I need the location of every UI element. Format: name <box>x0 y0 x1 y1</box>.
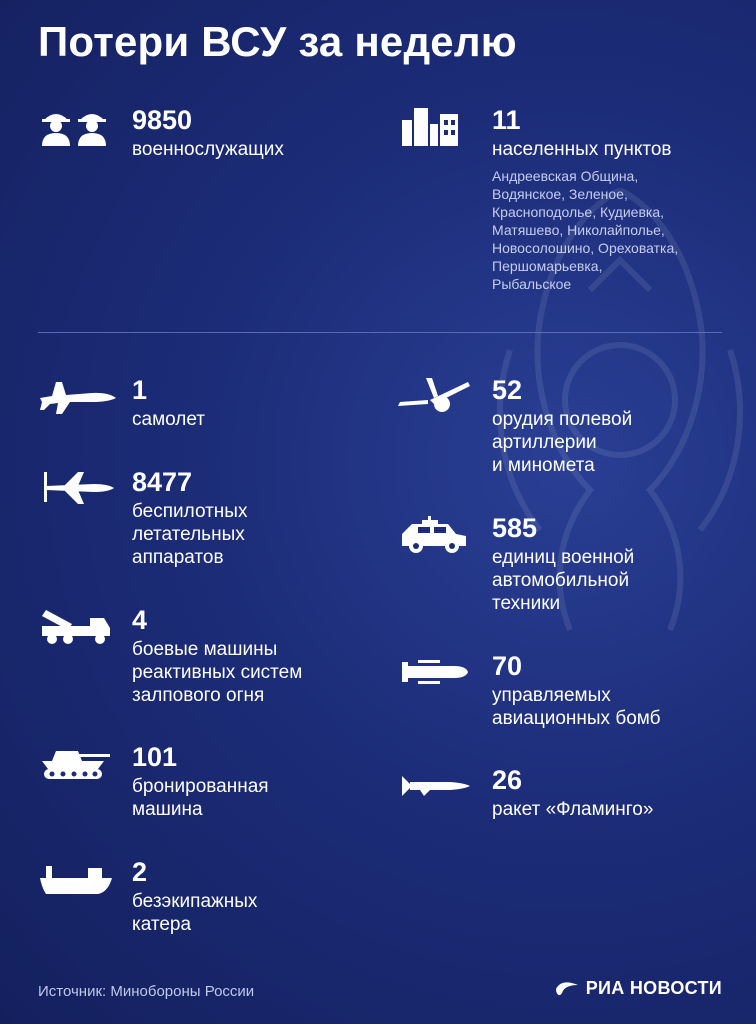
label-line: безэкипажных <box>132 891 258 912</box>
mlrs-icon <box>38 606 112 646</box>
stat-mlrs <box>38 604 302 707</box>
mlrs-label <box>132 638 302 707</box>
armored-label <box>132 775 269 821</box>
drones-count: 8477 <box>132 467 193 497</box>
label-line: орудия полевой <box>492 409 633 430</box>
drone-icon <box>38 468 116 508</box>
settlement-line: Красноподолье, Кудиевка, <box>492 204 664 220</box>
label-line: катера <box>132 914 192 935</box>
vehicles-count: 585 <box>492 513 538 543</box>
source-caption: Источник: Минобороны России <box>38 983 255 1000</box>
soldiers-label: военнослужащих <box>132 139 284 160</box>
settlement-line: Першомарьевка, <box>492 258 603 274</box>
fighter-jet-icon <box>38 376 116 416</box>
stat-settlements <box>398 104 678 293</box>
logo-text: РИА НОВОСТИ <box>585 978 722 998</box>
label-line: единиц военной <box>492 547 635 568</box>
label-line: артиллерии <box>492 432 597 453</box>
boats-count: 2 <box>132 857 148 887</box>
label-line: самолет <box>132 409 206 430</box>
boats-label <box>132 890 257 936</box>
artillery-count: 52 <box>492 375 523 405</box>
drones-label <box>132 500 247 569</box>
label-line: машина <box>132 799 203 820</box>
tank-icon <box>38 743 112 783</box>
boat-icon <box>38 858 114 898</box>
missiles-count: 26 <box>492 765 523 795</box>
label-line: авиационных бомб <box>492 708 661 729</box>
section-divider <box>38 332 722 333</box>
settlements-label: населенных пунктов <box>492 139 672 160</box>
howitzer-icon <box>398 376 474 416</box>
missiles-label <box>492 798 653 821</box>
settlement-line: Матяшево, Николайполье, <box>492 222 665 238</box>
label-line: ракет «Фламинго» <box>492 799 654 820</box>
artillery-label <box>492 408 632 477</box>
label-line: беспилотных <box>132 501 248 522</box>
settlement-line: Андреевская Община, <box>492 168 639 184</box>
ria-logo-icon <box>554 979 580 999</box>
stat-missiles <box>398 764 653 821</box>
settlements-count: 11 <box>492 105 521 135</box>
label-line: реактивных систем <box>132 662 303 683</box>
stat-vehicles <box>398 512 634 615</box>
stat-drones <box>38 466 247 569</box>
guided-bomb-icon <box>398 652 470 692</box>
mlrs-count: 4 <box>132 605 148 635</box>
stat-soldiers <box>38 104 284 161</box>
settlement-line: Водянское, Зеленое, <box>492 186 628 202</box>
label-line: боевые машины <box>132 639 278 660</box>
label-line: аппаратов <box>132 547 224 568</box>
aircraft-label <box>132 408 205 431</box>
stat-aircraft <box>38 374 205 431</box>
label-line: залпового огня <box>132 685 265 706</box>
page-title: Потери ВСУ за неделю <box>38 18 517 65</box>
stat-boats <box>38 856 257 936</box>
ria-novosti-logo[interactable] <box>554 978 722 999</box>
military-vehicle-icon <box>398 514 470 554</box>
aircraft-count: 1 <box>132 375 148 405</box>
stat-guided-bombs <box>398 650 661 730</box>
missile-icon <box>398 766 470 806</box>
stat-artillery <box>398 374 632 477</box>
armored-count: 101 <box>132 742 178 772</box>
label-line: управляемых <box>492 685 611 706</box>
settlement-line: Рыбальское <box>492 276 572 292</box>
soldiers-count: 9850 <box>132 105 193 135</box>
label-line: техники <box>492 593 561 614</box>
label-line: и миномета <box>492 455 595 476</box>
guided-bombs-count: 70 <box>492 651 523 681</box>
stat-armored <box>38 741 269 821</box>
vehicles-label <box>492 546 634 615</box>
label-line: автомобильной <box>492 570 630 591</box>
soldiers-icon <box>38 106 110 146</box>
guided-bombs-label <box>492 684 661 730</box>
settlements-list <box>492 167 678 293</box>
label-line: бронированная <box>132 776 269 797</box>
buildings-icon <box>398 106 462 146</box>
label-line: летательных <box>132 524 245 545</box>
settlement-line: Новосолошино, Ореховатка, <box>492 240 679 256</box>
